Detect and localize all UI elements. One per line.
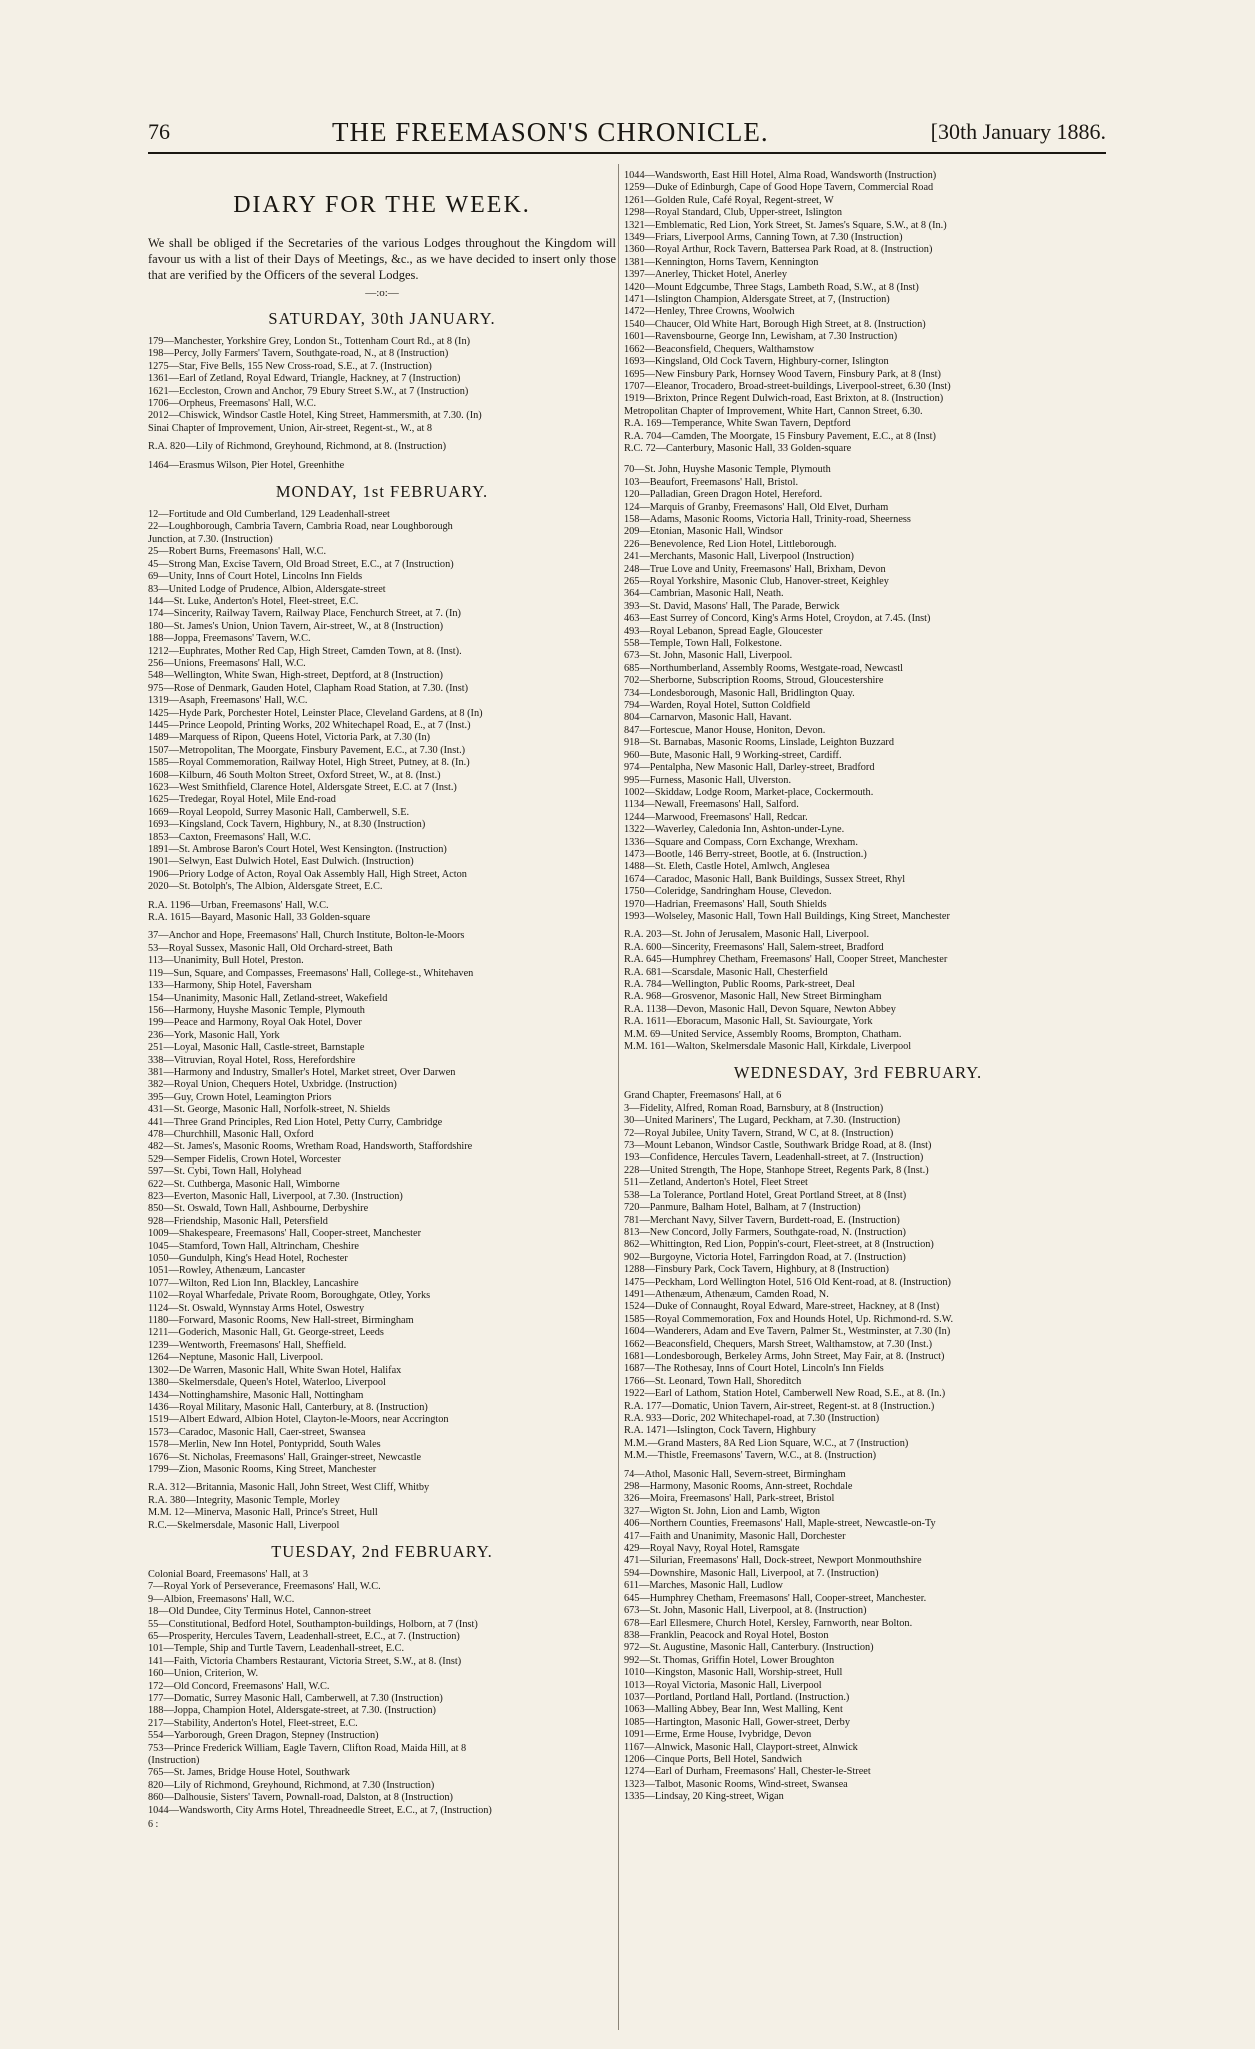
list-item: 1002—Skiddaw, Lodge Room, Market-place, Cockermouth.	[624, 786, 874, 798]
list-item: 1091—Erme, Erme House, Ivybridge, Devon	[624, 1729, 812, 1741]
list-item: 804—Carnarvon, Masonic Hall, Havant.	[624, 712, 792, 724]
list-item: Sinai Chapter of Improvement, Union, Air-street, Regent-st., W., at 8	[148, 422, 433, 434]
list-item: 124—Marquis of Granby, Freemasons' Hall, Old Elvet, Durham	[624, 501, 889, 513]
list-item: 1361—Earl of Zetland, Royal Edward, Triangle, Hackney, at 7 (Instruction)	[148, 373, 461, 385]
tuesday-heading: TUESDAY, 2nd FEBRUARY.	[271, 1541, 493, 1561]
list-item: 1397—Anerley, Thicket Hotel, Anerley	[624, 269, 787, 281]
list-item: 72—Royal Jubilee, Unity Tavern, Strand, W C, at 8. (Instruction)	[624, 1127, 894, 1139]
list-item: R.A. 784—Wellington, Public Rooms, Park-street, Deal	[624, 979, 855, 990]
list-item: 1167—Alnwick, Masonic Hall, Clayport-street, Alnwick	[624, 1741, 858, 1753]
list-item: 103—Beaufort, Freemasons' Hall, Bristol.	[624, 476, 799, 488]
saturday-lodges	[148, 336, 616, 435]
list-item: 101—Temple, Ship and Turtle Tavern, Leadenhall-street, E.C.	[148, 1643, 405, 1655]
monday-provincial	[148, 930, 616, 1476]
list-item: 248—True Love and Unity, Freemasons' Hall, Brixham, Devon	[624, 563, 886, 575]
list-item: 1524—Duke of Connaught, Royal Edward, Mare-street, Hackney, at 8 (Inst)	[624, 1301, 940, 1313]
list-item: 823—Everton, Masonic Hall, Liverpool, at 7.30. (Instruction)	[148, 1191, 403, 1202]
list-item: 1124—St. Oswald, Wynnstay Arms Hotel, Oswestry	[148, 1302, 365, 1314]
list-item: 45—Strong Man, Excise Tavern, Old Broad Street, E.C., at 7 (Instruction)	[148, 558, 454, 570]
list-item: 1264—Neptune, Masonic Hall, Liverpool.	[148, 1352, 324, 1364]
list-item: R.A. 169—Temperance, White Swan Tavern, Deptford	[624, 418, 851, 430]
list-item: Grand Chapter, Freemasons' Hall, at 6	[624, 1090, 782, 1102]
list-item: 1540—Chaucer, Old White Hart, Borough High Street, at 8. (Instruction)	[624, 318, 926, 330]
list-item: 1051—Rowley, Athenæum, Lancaster	[148, 1265, 306, 1277]
section-separator: —:o:—	[365, 287, 399, 299]
list-item: 382—Royal Union, Chequers Hotel, Uxbridge. (Instruction)	[148, 1079, 397, 1091]
list-item: 1604—Wanderers, Adam and Eve Tavern, Palmer St., Westminster, at 7.30 (In)	[624, 1326, 951, 1338]
list-item: 538—La Tolerance, Portland Hotel, Great Portland Street, at 8 (Inst)	[624, 1189, 907, 1201]
list-item: 862—Whittington, Red Lion, Poppin's-court, Fleet-street, at 8 (Instruction)	[624, 1239, 934, 1251]
list-item: 478—Churchhill, Masonic Hall, Oxford	[148, 1128, 314, 1140]
list-item: 1206—Cinque Ports, Bell Hotel, Sandwich	[624, 1753, 802, 1765]
list-item: 860—Dalhousie, Sisters' Tavern, Pownall-road, Dalston, at 8 (Instruction)	[148, 1792, 453, 1804]
right-column	[624, 170, 1092, 2032]
list-item: 1693—Kingsland, Cock Tavern, Highbury, N., at 8.30 (Instruction)	[148, 819, 426, 831]
list-item: 1662—Beaconsfield, Chequers, Marsh Street, Walthamstow, at 7.30 (Inst.)	[624, 1338, 933, 1350]
list-item: 611—Marches, Masonic Hall, Ludlow	[624, 1580, 783, 1592]
list-item: 850—St. Oswald, Town Hall, Ashbourne, Derbyshire	[148, 1203, 369, 1215]
list-item: 3—Fidelity, Alfred, Roman Road, Barnsbury, at 8 (Instruction)	[624, 1102, 884, 1114]
list-item: R.A. 681—Scarsdale, Masonic Hall, Chesterfield	[624, 966, 828, 978]
list-item: 1507—Metropolitan, The Moorgate, Finsbury Pavement, E.C., at 7.30 (Inst.)	[148, 744, 466, 756]
list-item: R.A. 312—Britannia, Masonic Hall, John Street, West Cliff, Whitby	[148, 1482, 430, 1494]
tuesday-provincial	[624, 464, 1092, 923]
list-item: R.A. 1611—Eboracum, Masonic Hall, St. Saviourgate, York	[624, 1016, 873, 1028]
list-item: 1010—Kingston, Masonic Hall, Worship-street, Hull	[624, 1667, 843, 1679]
list-item: 1445—Prince Leopold, Printing Works, 202 Whitechapel Road, E., at 7 (Inst.)	[148, 719, 471, 731]
list-item: 1491—Athenæum, Athenæum, Camden Road, N.	[624, 1288, 829, 1300]
list-item: 974—Pentalpha, New Masonic Hall, Darley-street, Bradford	[624, 762, 875, 774]
list-item: 1212—Euphrates, Mother Red Cap, High Street, Camden Town, at 8. (Inst).	[148, 645, 462, 657]
list-item: R.A. 704—Camden, The Moorgate, 15 Finsbury Pavement, E.C., at 8 (Inst)	[624, 430, 936, 442]
list-item: 1993—Wolseley, Masonic Hall, Town Hall Buildings, King Street, Manchester	[624, 910, 950, 922]
list-item: 1323—Talbot, Masonic Rooms, Wind-street, Swansea	[624, 1778, 848, 1790]
tuesday-lodges	[148, 1569, 616, 1817]
monday-lodges	[148, 509, 616, 894]
list-item: Colonial Board, Freemasons' Hall, at 3	[148, 1568, 308, 1580]
monday-provincial-chapters	[148, 1482, 616, 1532]
list-item: 70—St. John, Huyshe Masonic Temple, Plymouth	[624, 464, 831, 476]
list-item: R.A. 820—Lily of Richmond, Greyhound, Richmond, at 8. (Instruction)	[148, 441, 447, 453]
list-item: 992—St. Thomas, Griffin Hotel, Lower Broughton	[624, 1654, 835, 1666]
list-item: 1919—Brixton, Prince Regent Dulwich-road, East Brixton, at 8. (Instruction)	[624, 393, 944, 405]
list-item: 251—Loyal, Masonic Hall, Castle-street, Barnstaple	[148, 1042, 365, 1054]
list-item: 236—York, Masonic Hall, York	[148, 1029, 280, 1041]
list-item: 22—Loughborough, Cambria Tavern, Cambria Road, near Loughborough	[148, 521, 453, 533]
tuesday-provincial-chapters	[624, 929, 1092, 1053]
list-item: 1623—West Smithfield, Clarence Hotel, Aldersgate Street, E.C. at 7 (Inst.)	[148, 782, 457, 793]
list-item: R.A. 968—Grosvenor, Masonic Hall, New Street Birmingham	[624, 991, 882, 1003]
list-item: 256—Unions, Freemasons' Hall, W.C.	[148, 657, 306, 669]
list-item: 2012—Chiswick, Windsor Castle Hotel, King Street, Hammersmith, at 7.30. (In)	[148, 410, 482, 422]
list-item: 594—Downshire, Masonic Hall, Liverpool, at 7. (Instruction)	[624, 1567, 879, 1579]
list-item: 1274—Earl of Durham, Freemasons' Hall, Chester-le-Street	[624, 1766, 871, 1778]
list-item: 1625—Tredegar, Royal Hotel, Mile End-road	[148, 794, 336, 806]
list-item: 1766—St. Leonard, Town Hall, Shoreditch	[624, 1375, 802, 1387]
list-item: 548—Wellington, White Swan, High-street, Deptford, at 8 (Instruction)	[148, 670, 443, 682]
tuesday-lodges-continued	[624, 170, 1092, 455]
list-item: 1676—St. Nicholas, Freemasons' Hall, Grainger-street, Newcastle	[148, 1451, 422, 1463]
list-item: 753—Prince Frederick William, Eagle Tavern, Clifton Road, Maida Hill, at 8	[148, 1742, 467, 1754]
list-item: 25—Robert Burns, Freemasons' Hall, W.C.	[148, 546, 327, 558]
list-item: 597—St. Cybi, Town Hall, Holyhead	[148, 1166, 302, 1178]
list-item: 144—St. Luke, Anderton's Hotel, Fleet-street, E.C.	[148, 595, 359, 607]
list-item: 141—Faith, Victoria Chambers Restaurant, Victoria Street, S.W., at 8. (Inst)	[148, 1655, 462, 1667]
list-item: R.A. 1615—Bayard, Masonic Hall, 33 Golden-square	[148, 912, 371, 924]
list-item: 765—St. James, Bridge House Hotel, Southwark	[148, 1767, 350, 1779]
list-item: M.M.—Grand Masters, 8A Red Lion Square, W.C., at 7 (Instruction)	[624, 1437, 909, 1449]
list-item: M.M.—Thistle, Freemasons' Tavern, W.C., at 8. (Instruction)	[624, 1450, 877, 1462]
list-item: 673—St. John, Masonic Hall, Liverpool, at 8. (Instruction)	[624, 1605, 867, 1617]
list-item: 395—Guy, Crown Hotel, Leamington Priors	[148, 1091, 332, 1103]
list-item: 558—Temple, Town Hall, Folkestone.	[624, 638, 782, 650]
list-item: 1180—Forward, Masonic Rooms, New Hall-street, Birmingham	[148, 1315, 414, 1327]
list-item: 820—Lily of Richmond, Greyhound, Richmond, at 7.30 (Instruction)	[148, 1779, 435, 1791]
list-item: 1336—Square and Compass, Corn Exchange, Wrexham.	[624, 836, 858, 848]
list-item: 1970—Hadrian, Freemasons' Hall, South Shields	[624, 898, 827, 910]
list-item: 1578—Merlin, New Inn Hotel, Pontypridd, South Wales	[148, 1439, 381, 1451]
list-item: 1489—Marquess of Ripon, Queens Hotel, Victoria Park, at 7.30 (In)	[148, 732, 431, 744]
list-item: 1475—Peckham, Lord Wellington Hotel, 516 Old Kent-road, at 8. (Instruction)	[624, 1276, 951, 1288]
list-item: 685—Northumberland, Assembly Rooms, Westgate-road, Newcastl	[624, 662, 903, 674]
list-item: 1134—Newall, Freemasons' Hall, Salford.	[624, 799, 799, 811]
list-item: 406—Northern Counties, Freemasons' Hall, Maple-street, Newcastle-on-Ty	[624, 1518, 936, 1530]
list-item: 1922—Earl of Lathom, Station Hotel, Camberwell New Road, S.E., at 8. (In.)	[624, 1388, 946, 1400]
list-item: 1381—Kennington, Horns Tavern, Kennington	[624, 256, 819, 268]
saturday-provincial	[148, 460, 616, 472]
list-item: 1288—Finsbury Park, Cock Tavern, Highbury, at 8 (Instruction)	[624, 1264, 889, 1276]
list-item: 1259—Duke of Edinburgh, Cape of Good Hope Tavern, Commercial Road	[624, 182, 934, 194]
left-column	[148, 170, 616, 2032]
list-item: (Instruction)	[148, 1755, 200, 1767]
list-item: 1261—Golden Rule, Café Royal, Regent-street, W	[624, 194, 834, 206]
saturday-heading: SATURDAY, 30th JANUARY.	[268, 309, 496, 328]
list-item: 179—Manchester, Yorkshire Grey, London St., Tottenham Court Rd., at 8 (In)	[148, 336, 471, 347]
list-item: 1050—Gundulph, King's Head Hotel, Rochester	[148, 1253, 348, 1265]
list-item: 1045—Stamford, Town Hall, Altrincham, Cheshire	[148, 1240, 360, 1252]
list-item: 172—Old Concord, Freemasons' Hall, W.C.	[148, 1680, 330, 1692]
list-item: R.C.—Skelmersdale, Masonic Hall, Liverpool	[148, 1519, 340, 1531]
list-item: M.M. 12—Minerva, Masonic Hall, Prince's Street, Hull	[148, 1507, 378, 1519]
publication-title: THE FREEMASON'S CHRONICLE.	[331, 116, 769, 147]
list-item: 734—Londesborough, Masonic Hall, Bridlington Quay.	[624, 687, 855, 699]
list-item: 960—Bute, Masonic Hall, 9 Working-street, Cardiff.	[624, 749, 842, 761]
list-item: 73—Mount Lebanon, Windsor Castle, Southwark Bridge Road, at 8. (Inst)	[624, 1140, 932, 1152]
list-item: 381—Harmony and Industry, Smaller's Hotel, Market street, Over Darwen	[148, 1066, 456, 1078]
list-item: 813—New Concord, Jolly Farmers, Southgate-road, N. (Instruction)	[624, 1226, 906, 1238]
article-title: DIARY FOR THE WEEK.	[233, 192, 531, 218]
list-item: 975—Rose of Denmark, Gauden Hotel, Clapham Road Station, at 7.30. (Inst)	[148, 682, 469, 694]
list-item: 1322—Waverley, Caledonia Inn, Ashton-under-Lyne.	[624, 824, 845, 836]
list-item: 7—Royal York of Perseverance, Freemasons' Hall, W.C.	[148, 1581, 381, 1593]
list-item: M.M. 161—Walton, Skelmersdale Masonic Hall, Kirkdale, Liverpool	[624, 1041, 912, 1053]
list-item: 429—Royal Navy, Royal Hotel, Ramsgate	[624, 1543, 800, 1555]
list-item: 193—Confidence, Hercules Tavern, Leadenhall-street, at 7. (Instruction)	[624, 1152, 924, 1164]
list-item: 327—Wigton St. John, Lion and Lamb, Wigton	[624, 1505, 821, 1517]
list-item: 326—Moira, Freemasons' Hall, Park-street, Bristol	[624, 1493, 835, 1505]
list-item: R.A. 203—St. John of Jerusalem, Masonic Hall, Liverpool.	[624, 929, 870, 941]
list-item: 838—Franklin, Peacock and Royal Hotel, Boston	[624, 1629, 829, 1641]
list-item: 645—Humphrey Chetham, Freemasons' Hall, Cooper-street, Manchester.	[624, 1592, 927, 1604]
list-item: 1695—New Finsbury Park, Hornsey Wood Tavern, Finsbury Park, at 8 (Inst)	[624, 368, 941, 380]
list-item: 18—Old Dundee, City Terminus Hotel, Cannon-street	[148, 1606, 372, 1618]
list-item: 1799—Zion, Masonic Rooms, King Street, Manchester	[148, 1463, 377, 1475]
list-item: 119—Sun, Square, and Compasses, Freemasons' Hall, College-st., Whitehaven	[148, 967, 474, 979]
list-item: 1302—De Warren, Masonic Hall, White Swan Hotel, Halifax	[148, 1364, 402, 1376]
list-item: 417—Faith and Unanimity, Masonic Hall, Dorchester	[624, 1530, 846, 1542]
list-item: R.A. 1471—Islington, Cock Tavern, Highbury	[624, 1425, 816, 1437]
list-item: 702—Sherborne, Subscription Rooms, Stroud, Gloucestershire	[624, 675, 884, 687]
list-item: R.C. 72—Canterbury, Masonic Hall, 33 Golden-square	[624, 442, 852, 454]
list-item: 2020—St. Botolph's, The Albion, Aldersgate Street, E.C.	[148, 881, 383, 893]
list-item: 1488—St. Eleth, Castle Hotel, Amlwch, Anglesea	[624, 861, 830, 873]
issue-date: [30th January 1886.	[930, 119, 1106, 144]
list-item: 1585—Royal Commemoration, Railway Hotel, High Street, Putney, at 8. (In.)	[148, 757, 470, 769]
list-item: 1519—Albert Edward, Albion Hotel, Clayton-le-Moors, near Accrington	[148, 1414, 449, 1426]
wednesday-lodges	[624, 1090, 1092, 1462]
list-item: 393—St. David, Masons' Hall, The Parade, Berwick	[624, 600, 840, 612]
list-item: 188—Joppa, Freemasons' Tavern, W.C.	[148, 633, 311, 645]
list-item: 265—Royal Yorkshire, Masonic Club, Hanover-street, Keighley	[624, 576, 889, 587]
list-item: 1853—Caxton, Freemasons' Hall, W.C.	[148, 831, 311, 843]
list-item: 1621—Eccleston, Crown and Anchor, 79 Ebury Street S.W., at 7 (Instruction)	[148, 385, 469, 397]
list-item: 133—Harmony, Ship Hotel, Faversham	[148, 980, 312, 992]
article-intro: We shall be obliged if the Secretaries of the various Lodges throughout the Kingdom will favour us with a list of their Days of Meetings, &c., as we have decided to insert only those that are verified by the Officers of the several Lodges.	[148, 236, 616, 282]
list-item: 1044—Wandsworth, City Arms Hotel, Threadneedle Street, E.C., at 7, (Instruction)	[148, 1804, 492, 1816]
list-item: 1472—Henley, Three Crowns, Woolwich	[624, 306, 795, 318]
masthead	[148, 112, 1106, 154]
list-item: 1901—Selwyn, East Dulwich Hotel, East Dulwich. (Instruction)	[148, 856, 414, 868]
monday-chapters	[148, 900, 616, 925]
list-item: 177—Domatic, Surrey Masonic Hall, Camberwell, at 7.30 (Instruction)	[148, 1693, 443, 1705]
list-item: 1473—Bootle, 146 Berry-street, Bootle, at 6. (Instruction.)	[624, 848, 867, 860]
list-item: 1321—Emblematic, Red Lion, York Street, St. James's Square, S.W., at 8 (In.)	[624, 219, 947, 231]
list-item: 113—Unanimity, Bull Hotel, Preston.	[148, 955, 304, 967]
list-item: 1319—Asaph, Freemasons' Hall, W.C.	[148, 695, 308, 707]
list-item: 1464—Erasmus Wilson, Pier Hotel, Greenhithe	[148, 459, 345, 471]
list-item: 995—Furness, Masonic Hall, Ulverston.	[624, 774, 792, 786]
list-item: 902—Burgoyne, Victoria Hotel, Farringdon Road, at 7. (Instruction)	[624, 1251, 906, 1263]
list-item: 1707—Eleanor, Trocadero, Broad-street-buildings, Liverpool-street, 6.30 (Inst)	[624, 380, 951, 392]
list-item: R.A. 1138—Devon, Masonic Hall, Devon Square, Newton Abbey	[624, 1003, 896, 1015]
wednesday-provincial	[624, 1469, 1092, 1804]
list-item: Metropolitan Chapter of Improvement, White Hart, Cannon Street, 6.30.	[624, 405, 923, 417]
saturday-chapters	[148, 441, 616, 453]
list-item: 53—Royal Sussex, Masonic Hall, Old Orchard-street, Bath	[148, 942, 393, 954]
list-item: 1585—Royal Commemoration, Fox and Hounds Hotel, Up. Richmond-rd. S.W.	[624, 1313, 954, 1325]
list-item: 217—Stability, Anderton's Hotel, Fleet-street, E.C.	[148, 1717, 358, 1729]
list-item: 781—Merchant Navy, Silver Tavern, Burdett-road, E. (Instruction)	[624, 1214, 900, 1226]
list-item: 298—Harmony, Masonic Rooms, Ann-street, Rochdale	[624, 1481, 853, 1493]
list-item: 511—Zetland, Anderton's Hotel, Fleet Street	[624, 1177, 808, 1189]
list-item: R.A. 1196—Urban, Freemasons' Hall, W.C.	[148, 899, 329, 911]
list-item: 673—St. John, Masonic Hall, Liverpool.	[624, 650, 793, 662]
list-item: 120—Palladian, Green Dragon Hotel, Hereford.	[624, 489, 823, 501]
list-item: 1044—Wandsworth, East Hill Hotel, Alma Road, Wandsworth (Instruction)	[624, 170, 937, 181]
list-item: 622—St. Cuthberga, Masonic Hall, Wimborne	[148, 1178, 340, 1190]
list-item: 83—United Lodge of Prudence, Albion, Aldersgate-street	[148, 583, 386, 595]
list-item: R.A. 645—Humphrey Chetham, Freemasons' Hall, Cooper Street, Manchester	[624, 954, 948, 966]
list-item: 1335—Lindsay, 20 King-street, Wigan	[624, 1791, 784, 1803]
list-item: 364—Cambrian, Masonic Hall, Neath.	[624, 588, 784, 600]
list-item: 1013—Royal Victoria, Masonic Hall, Liverpool	[624, 1679, 822, 1691]
list-item: 1750—Coleridge, Sandringham House, Clevedon.	[624, 886, 832, 898]
list-item: 1662—Beaconsfield, Chequers, Walthamstow	[624, 343, 815, 355]
list-item: 1601—Ravensbourne, George Inn, Lewisham, at 7.30 Instruction)	[624, 331, 898, 343]
list-item: 1706—Orpheus, Freemasons' Hall, W.C.	[148, 398, 317, 410]
list-item: 188—Joppa, Champion Hotel, Aldersgate-street, at 7.30. (Instruction)	[148, 1705, 436, 1717]
column-divider	[618, 164, 619, 2030]
list-item: 1669—Royal Leopold, Surrey Masonic Hall, Camberwell, S.E.	[148, 806, 410, 818]
list-item: 198—Percy, Jolly Farmers' Tavern, Southgate-road, N., at 8 (Instruction)	[148, 348, 449, 360]
list-item: 74—Athol, Masonic Hall, Severn-street, Birmingham	[624, 1468, 846, 1480]
page-number: 76	[148, 119, 170, 144]
list-item: 493—Royal Lebanon, Spread Eagle, Gloucester	[624, 625, 823, 637]
list-item: 678—Earl Ellesmere, Church Hotel, Kersley, Farnworth, near Bolton.	[624, 1617, 913, 1629]
list-item: 1085—Hartington, Masonic Hall, Gower-street, Derby	[624, 1716, 850, 1728]
list-item: 1275—Star, Five Bells, 155 New Cross-road, S.E., at 7. (Instruction)	[148, 360, 432, 372]
list-item: 1349—Friars, Liverpool Arms, Canning Town, at 7.30 (Instruction)	[624, 232, 903, 244]
list-item: R.A. 600—Sincerity, Freemasons' Hall, Salem-street, Bradford	[624, 941, 884, 953]
list-item: 65—Prosperity, Hercules Tavern, Leadenhall-street, E.C., at 7. (Instruction)	[148, 1631, 460, 1642]
list-item: 12—Fortitude and Old Cumberland, 129 Leadenhall-street	[148, 509, 390, 521]
list-item: R.A. 177—Domatic, Union Tavern, Air-street, Regent-st. at 8 (Instruction.)	[624, 1400, 935, 1412]
list-item: 69—Unity, Inns of Court Hotel, Lincolns Inn Fields	[148, 571, 363, 583]
list-item: 482—St. James's, Masonic Rooms, Wretham Road, Handsworth, Staffordshire	[148, 1141, 473, 1153]
list-item: 431—St. George, Masonic Hall, Norfolk-street, N. Shields	[148, 1104, 391, 1116]
list-item: M.M. 69—United Service, Assembly Rooms, Brompton, Chatham.	[624, 1028, 902, 1040]
list-item: 1425—Hyde Park, Porchester Hotel, Leinster Place, Cleveland Gardens, at 8 (In)	[148, 707, 483, 719]
monday-heading: MONDAY, 1st FEBRUARY.	[275, 482, 489, 502]
list-item: 1037—Portland, Portland Hall, Portland. (Instruction.)	[624, 1691, 850, 1703]
list-item: R.A. 933—Doric, 202 Whitechapel-road, at 7.30 (Instruction)	[624, 1413, 880, 1424]
list-item: 1244—Marwood, Freemasons' Hall, Redcar.	[624, 811, 808, 823]
list-item: 1891—St. Ambrose Baron's Court Hotel, West Kensington. (Instruction)	[148, 844, 447, 856]
list-item: 720—Panmure, Balham Hotel, Balham, at 7 (Instruction)	[624, 1202, 861, 1214]
list-item: 441—Three Grand Principles, Red Lion Hotel, Petty Curry, Cambridge	[148, 1116, 443, 1128]
list-item: 228—United Strength, The Hope, Stanhope Street, Regents Park, 8 (Inst.)	[624, 1164, 929, 1176]
list-item: 1420—Mount Edgcumbe, Three Stags, Lambeth Road, S.W., at 8 (Inst)	[624, 281, 919, 293]
list-item: 9—Albion, Freemasons' Hall, W.C.	[148, 1593, 295, 1605]
list-item: 156—Harmony, Huyshe Masonic Temple, Plymouth	[148, 1004, 365, 1016]
list-item: 55—Constitutional, Bedford Hotel, Southampton-buildings, Holborn, at 7 (Inst)	[148, 1618, 478, 1630]
list-item: 30—United Mariners', The Lugard, Peckham, at 7.30. (Instruction)	[624, 1115, 901, 1127]
list-item: 972—St. Augustine, Masonic Hall, Canterbury. (Instruction)	[624, 1642, 874, 1654]
column-tail-mark: 6 :	[148, 1819, 159, 1831]
list-item: 1298—Royal Standard, Club, Upper-street, Islington	[624, 207, 842, 219]
list-item: 1360—Royal Arthur, Rock Tavern, Battersea Park Road, at 8. (Instruction)	[624, 244, 933, 256]
list-item: 463—East Surrey of Concord, King's Arms Hotel, Croydon, at 7.45. (Inst)	[624, 613, 931, 625]
list-item: 180—St. James's Union, Union Tavern, Air-street, W., at 8 (Instruction)	[148, 620, 444, 632]
list-item: 174—Sincerity, Railway Tavern, Railway Place, Fenchurch Street, at 7. (In)	[148, 608, 461, 620]
wednesday-heading: WEDNESDAY, 3rd FEBRUARY.	[733, 1063, 983, 1083]
list-item: 1687—The Rothesay, Inns of Court Hotel, Lincoln's Inn Fields	[624, 1363, 884, 1375]
list-item: 1573—Caradoc, Masonic Hall, Caer-street, Swansea	[148, 1426, 366, 1438]
list-item: R.A. 380—Integrity, Masonic Temple, Morley	[148, 1494, 340, 1506]
list-item: 1906—Priory Lodge of Acton, Royal Oak Assembly Hall, High Street, Acton	[148, 868, 467, 880]
list-item: 154—Unanimity, Masonic Hall, Zetland-street, Wakefield	[148, 992, 388, 1004]
list-item: 554—Yarborough, Green Dragon, Stepney (Instruction)	[148, 1730, 379, 1742]
list-item: 529—Semper Fidelis, Crown Hotel, Worcester	[148, 1153, 341, 1165]
list-item: 794—Warden, Royal Hotel, Sutton Coldfield	[624, 700, 811, 712]
list-item: 1380—Skelmersdale, Queen's Hotel, Waterloo, Liverpool	[148, 1377, 386, 1389]
list-item: 1102—Royal Wharfedale, Private Room, Boroughgate, Otley, Yorks	[148, 1290, 431, 1302]
list-item: 1434—Nottinghamshire, Masonic Hall, Nottingham	[148, 1389, 364, 1401]
list-item: 1211—Goderich, Masonic Hall, Gt. George-street, Leeds	[148, 1327, 384, 1339]
list-item: 199—Peace and Harmony, Royal Oak Hotel, Dover	[148, 1017, 362, 1029]
list-item: 37—Anchor and Hope, Freemasons' Hall, Church Institute, Bolton-le-Moors	[148, 930, 465, 942]
list-item: 1436—Royal Military, Masonic Hall, Canterbury, at 8. (Instruction)	[148, 1401, 428, 1413]
list-item: 226—Benevolence, Red Lion Hotel, Littleborough.	[624, 538, 837, 550]
list-item: 1239—Wentworth, Freemasons' Hall, Sheffield.	[148, 1339, 347, 1351]
list-item: 471—Silurian, Freemasons' Hall, Dock-street, Newport Monmouthshire	[624, 1555, 922, 1567]
list-item: 918—St. Barnabas, Masonic Rooms, Linslade, Leighton Buzzard	[624, 737, 894, 749]
list-item: 338—Vitruvian, Royal Hotel, Ross, Herefordshire	[148, 1054, 356, 1066]
list-item: 847—Fortescue, Manor House, Honiton, Devon.	[624, 724, 826, 736]
list-item: 1681—Londesborough, Berkeley Arms, John Street, May Fair, at 8. (Instruct)	[624, 1350, 945, 1362]
list-item: 241—Merchants, Masonic Hall, Liverpool (Instruction)	[624, 551, 854, 563]
list-item: 160—Union, Criterion, W.	[148, 1668, 259, 1680]
list-item: 1471—Islington Champion, Aldersgate Street, at 7, (Instruction)	[624, 294, 890, 306]
list-item: 1063—Malling Abbey, Bear Inn, West Malling, Kent	[624, 1704, 843, 1716]
list-item: 158—Adams, Masonic Rooms, Victoria Hall, Trinity-road, Sheerness	[624, 513, 911, 525]
list-item: 1693—Kingsland, Old Cock Tavern, Highbury-corner, Islington	[624, 356, 889, 368]
list-item: 928—Friendship, Masonic Hall, Petersfield	[148, 1215, 328, 1227]
list-item: Junction, at 7.30. (Instruction)	[148, 533, 273, 545]
list-item: 1009—Shakespeare, Freemasons' Hall, Cooper-street, Manchester	[148, 1228, 422, 1240]
list-item: 1077—Wilton, Red Lion Inn, Blackley, Lancashire	[148, 1277, 359, 1289]
list-item: 1608—Kilburn, 46 South Molton Street, Oxford Street, W., at 8. (Inst.)	[148, 769, 441, 781]
list-item: 209—Etonian, Masonic Hall, Windsor	[624, 526, 783, 538]
list-item: 1674—Caradoc, Masonic Hall, Bank Buildings, Sussex Street, Rhyl	[624, 873, 906, 885]
